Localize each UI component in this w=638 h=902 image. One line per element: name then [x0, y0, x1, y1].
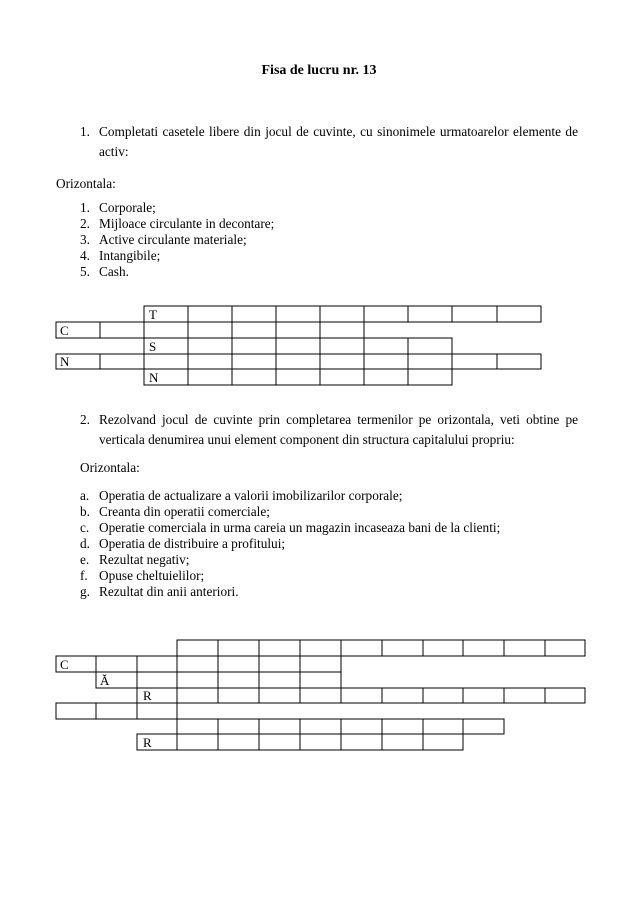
list2-letter: a.: [80, 488, 90, 503]
grid2-letter: R: [143, 735, 152, 750]
list2-item: Operatie comerciala in urma careia un magazin incaseaza bani de la clienti;: [99, 520, 501, 535]
grid1-letter: S: [149, 339, 157, 354]
grid1-letter: N: [60, 354, 70, 369]
orizontala1-label: Orizontala:: [56, 176, 116, 191]
list1-number: 3.: [80, 232, 90, 247]
grid2-letter: Ă: [100, 673, 110, 688]
task1-number: 1.: [80, 124, 90, 139]
list1-number: 4.: [80, 248, 90, 263]
list1-number: 1.: [80, 200, 90, 215]
list1-item: Mijloace circulante in decontare;: [99, 216, 275, 231]
list2-letter: e.: [80, 552, 90, 567]
list1-item: Intangibile;: [99, 248, 161, 263]
grid1-letter: C: [60, 323, 69, 338]
list2-letter: g.: [80, 584, 90, 599]
list2-item: Operatia de actualizare a valorii imobilizarilor corporale;: [99, 488, 403, 503]
list2-letter: b.: [80, 504, 90, 519]
list2-letter: c.: [80, 520, 90, 535]
orizontala2-label: Orizontala:: [80, 460, 140, 475]
list1-item: Cash.: [99, 264, 129, 279]
list2-letter: d.: [80, 536, 90, 551]
grid1-letter: T: [149, 307, 157, 322]
list1-number: 5.: [80, 264, 90, 279]
task2-number: 2.: [80, 412, 90, 427]
list2-item: Rezultat negativ;: [99, 552, 190, 567]
list2-item: Creanta din operatii comerciale;: [99, 504, 270, 519]
list2-item: Operatia de distribuire a profitului;: [99, 536, 286, 551]
grid2-letter: C: [60, 657, 69, 672]
grid2-letter: R: [143, 688, 152, 703]
task1-line2: activ:: [99, 144, 129, 159]
list2-item: Opuse cheltuielilor;: [99, 568, 205, 583]
list1-item: Corporale;: [99, 200, 156, 215]
list2-letter: f.: [80, 568, 88, 583]
page-title: Fisa de lucru nr. 13: [261, 63, 377, 78]
grid1-letter: N: [149, 370, 159, 385]
task1-line1: Completati casetele libere din jocul de cuvinte, cu sinonimele urmatoarelor elemente de: [99, 124, 578, 139]
task2-line2: verticala denumirea unui element component din structura capitalului propriu:: [99, 432, 515, 447]
list2-item: Rezultat din anii anteriori.: [99, 584, 239, 599]
task2-line1: Rezolvand jocul de cuvinte prin completarea termenilor pe orizontala, veti obtine pe: [99, 412, 578, 427]
list1-item: Active circulante materiale;: [99, 232, 247, 247]
list1-number: 2.: [80, 216, 90, 231]
